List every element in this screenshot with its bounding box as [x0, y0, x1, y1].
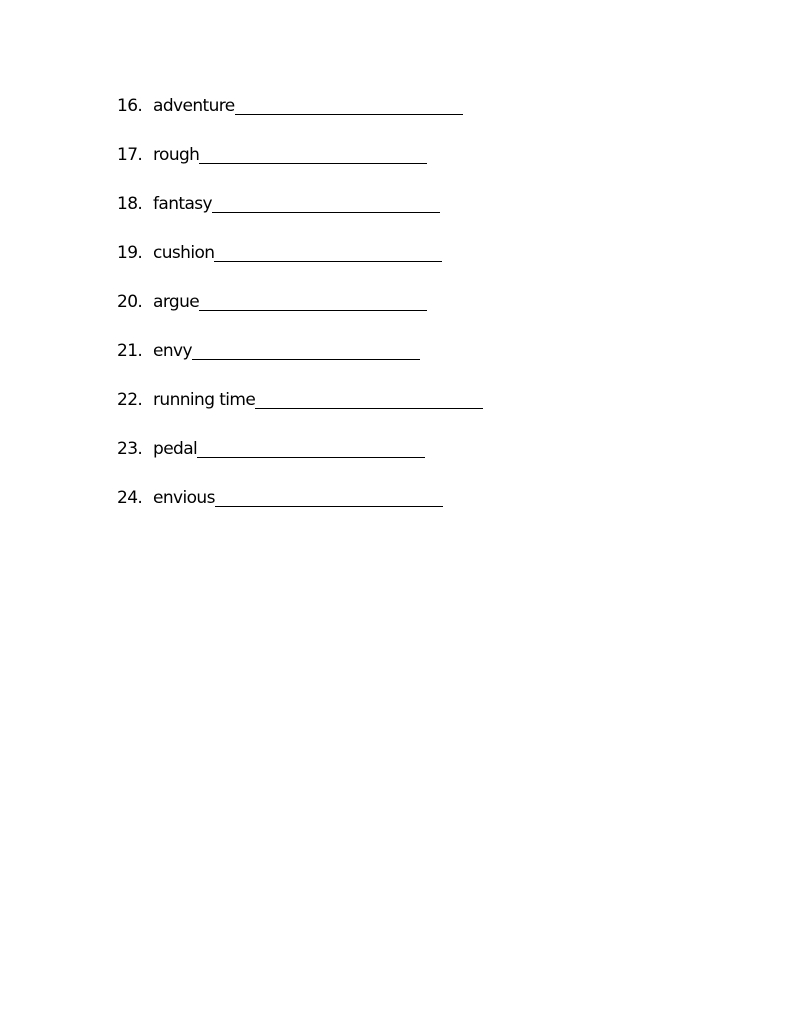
list-item: [117, 243, 483, 292]
item-word: rough: [153, 145, 200, 165]
answer-blank[interactable]: [192, 358, 420, 360]
vocabulary-list: [117, 96, 483, 537]
item-number: 18.: [117, 194, 143, 214]
answer-blank[interactable]: [235, 113, 463, 115]
item-number: 17.: [117, 145, 143, 165]
item-number: 20.: [117, 292, 143, 312]
item-number: 19.: [117, 243, 143, 263]
list-item: [117, 194, 483, 243]
item-word: fantasy: [153, 194, 212, 214]
list-item: [117, 292, 483, 341]
list-item: [117, 439, 483, 488]
list-item: [117, 96, 483, 145]
item-word: running time: [153, 390, 256, 410]
answer-blank[interactable]: [215, 505, 443, 507]
item-word: adventure: [153, 96, 235, 116]
answer-blank[interactable]: [199, 309, 427, 311]
answer-blank[interactable]: [199, 162, 427, 164]
answer-blank[interactable]: [212, 211, 440, 213]
item-word: envy: [153, 341, 192, 361]
list-item: [117, 390, 483, 439]
item-word: pedal: [153, 439, 198, 459]
item-number: 16.: [117, 96, 143, 116]
item-word: envious: [153, 488, 215, 508]
item-number: 24.: [117, 488, 143, 508]
list-item: [117, 145, 483, 194]
item-word: cushion: [153, 243, 215, 263]
item-number: 22.: [117, 390, 143, 410]
answer-blank[interactable]: [197, 456, 425, 458]
answer-blank[interactable]: [255, 407, 483, 409]
list-item: [117, 488, 483, 537]
answer-blank[interactable]: [214, 260, 442, 262]
list-item: [117, 341, 483, 390]
item-number: 23.: [117, 439, 143, 459]
item-number: 21.: [117, 341, 143, 361]
item-word: argue: [153, 292, 200, 312]
